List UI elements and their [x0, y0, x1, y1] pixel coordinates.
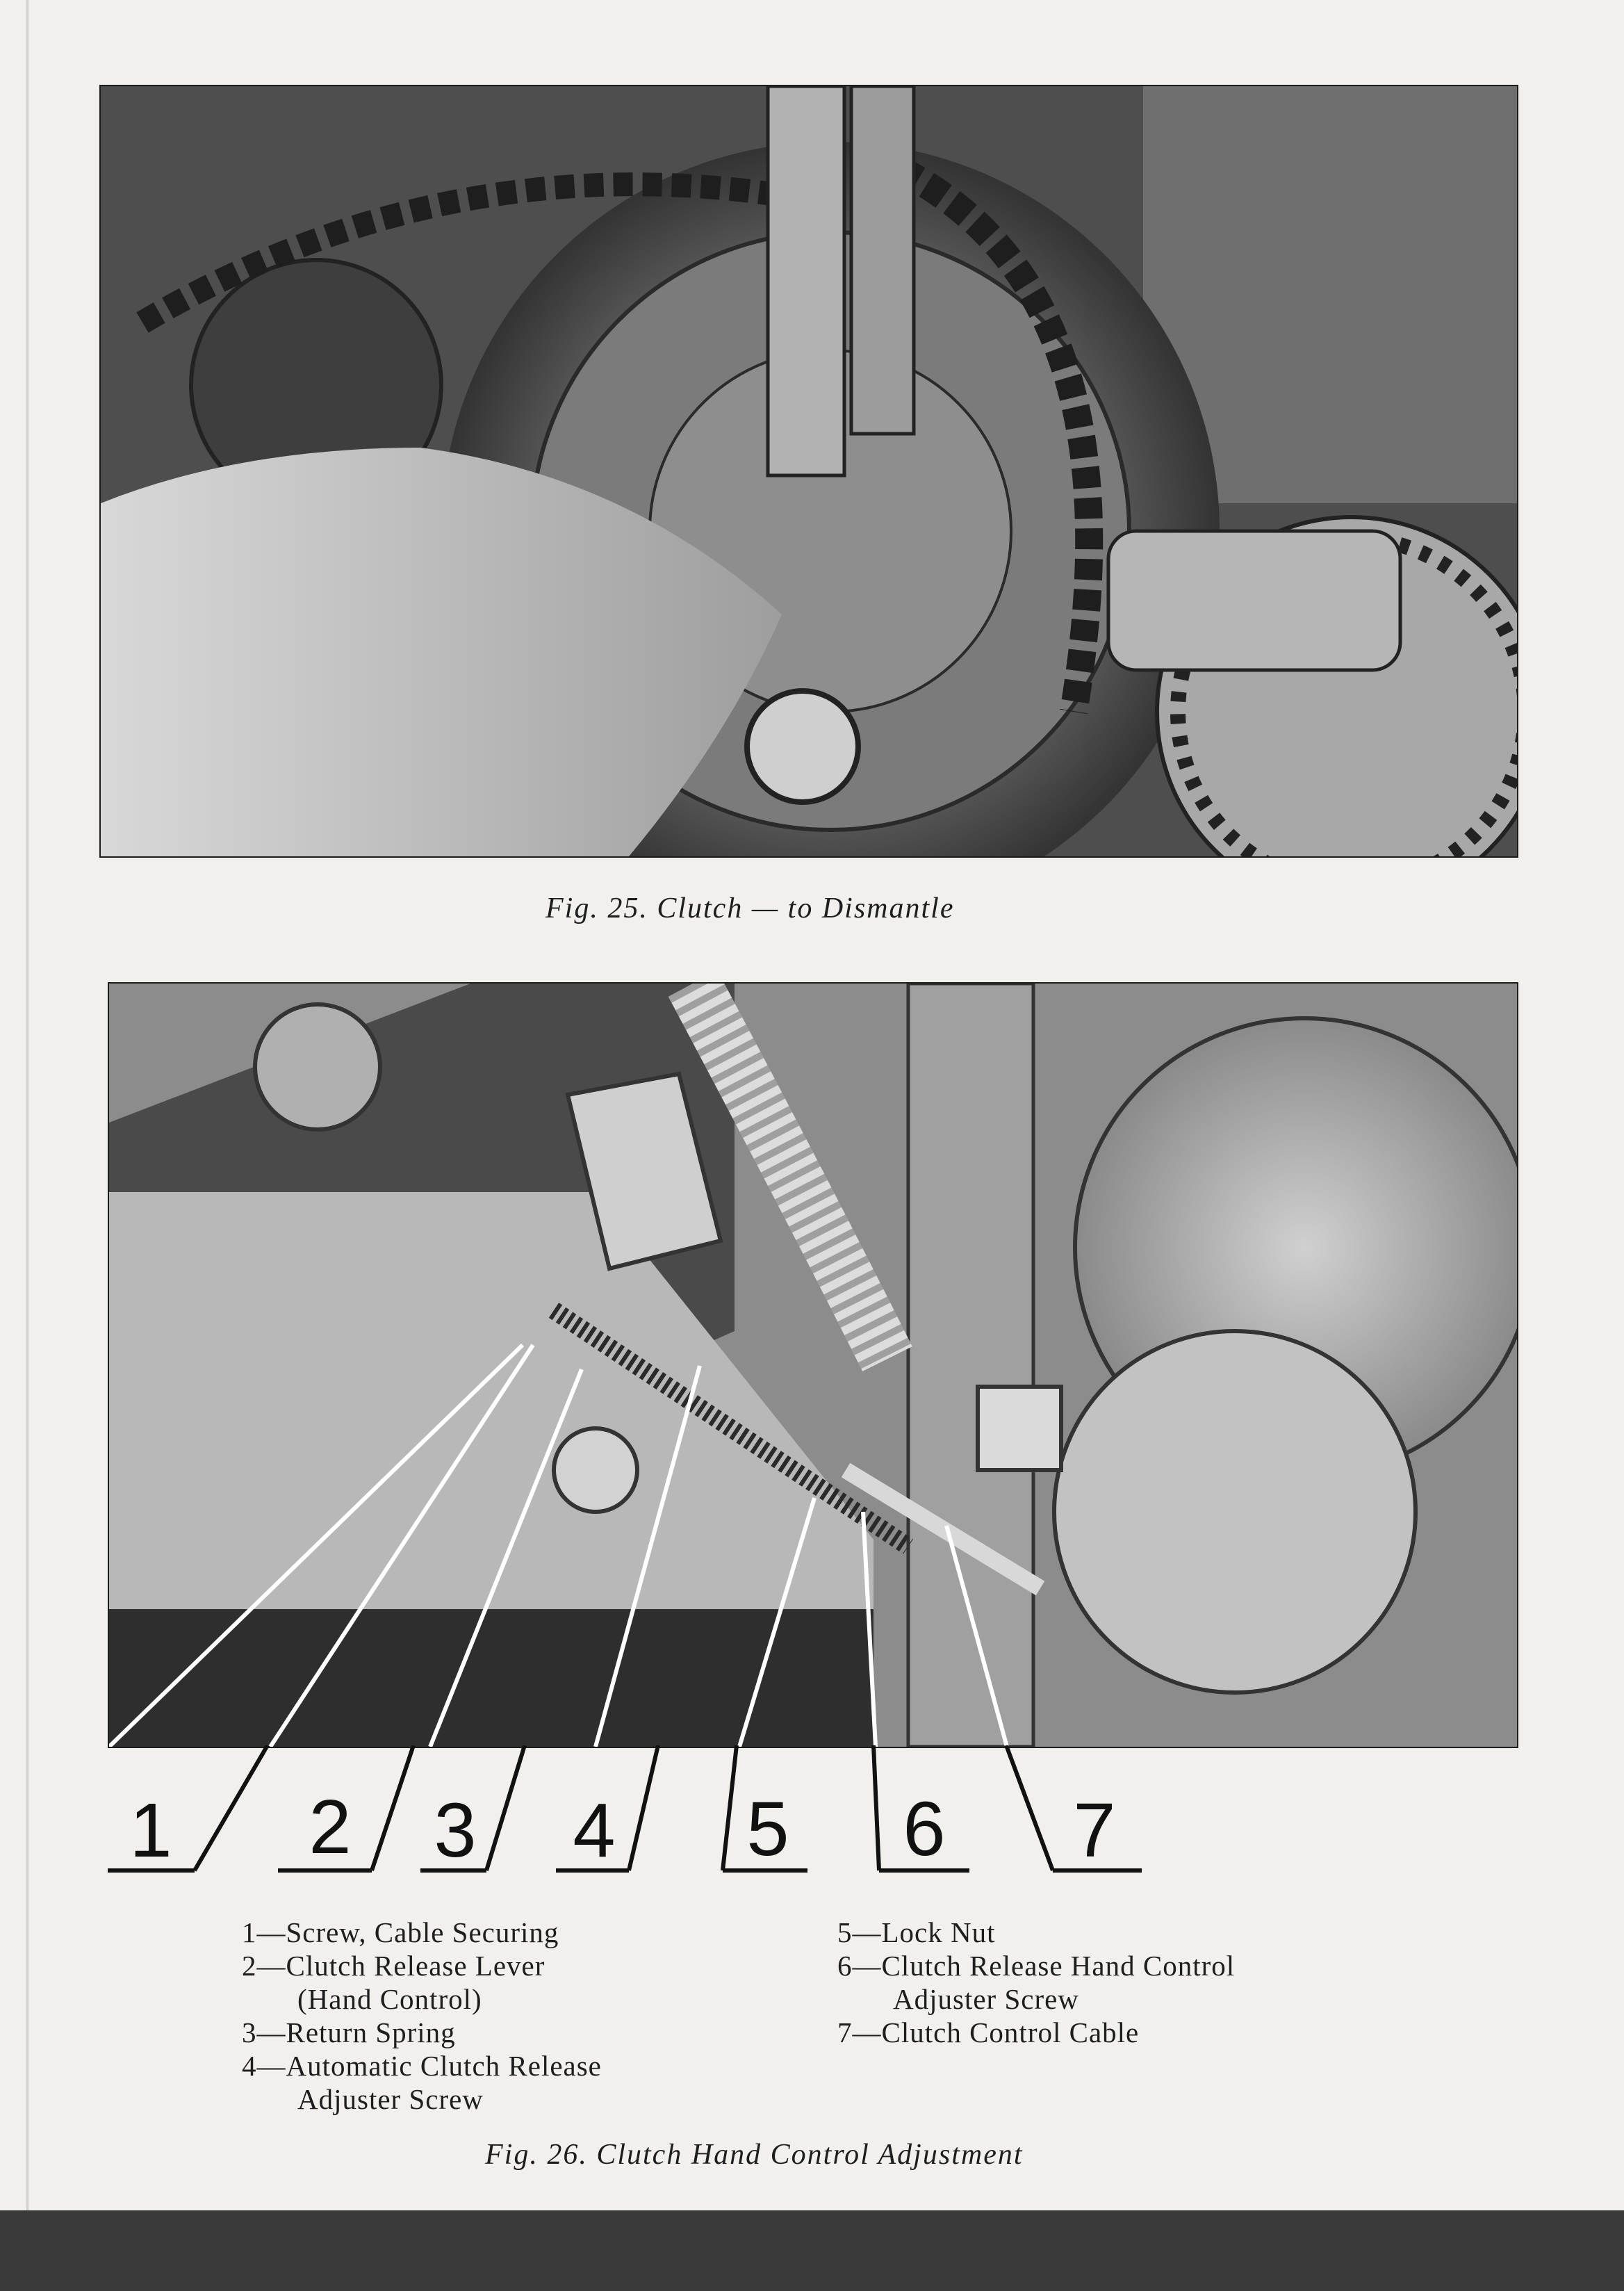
legend-item-4: 4—Automatic Clutch Release: [242, 2050, 602, 2082]
legend-item-6: 6—Clutch Release Hand Control: [837, 1950, 1236, 1982]
callout-4: 4: [573, 1788, 616, 1873]
callout-3: 3: [434, 1788, 477, 1873]
callout-6: 6: [903, 1786, 946, 1872]
legend-item-3: 3—Return Spring: [242, 2016, 456, 2048]
fig26-caption-text: Clutch Hand Control Adjustment: [596, 2139, 1024, 2171]
fig26-photo: [108, 982, 1518, 1748]
fig26-number: Fig. 26.: [485, 2139, 588, 2171]
callout-2: 2: [309, 1784, 352, 1870]
callout-1: 1: [129, 1788, 172, 1873]
page-gutter: [26, 0, 29, 2210]
fig26-caption: [485, 2138, 1024, 2171]
fig25-caption-text: Clutch — to Dismantle: [657, 892, 955, 924]
fig25-number: Fig. 25.: [546, 892, 648, 924]
fig25-photo: [99, 85, 1518, 858]
fig26-callouts: [108, 1745, 1516, 1884]
legend-item-1: 1—Screw, Cable Securing: [242, 1916, 559, 1948]
callout-5: 5: [746, 1786, 789, 1872]
legend-item-2: 2—Clutch Release Lever: [242, 1950, 546, 1982]
fig26-legend-right: [837, 1916, 1463, 2049]
legend-item-2-cont: (Hand Control): [297, 1983, 482, 2015]
legend-item-4-cont: Adjuster Screw: [297, 2083, 484, 2115]
legend-item-7: 7—Clutch Control Cable: [837, 2016, 1140, 2048]
fig26-legend-left: [242, 1916, 798, 2116]
legend-item-5: 5—Lock Nut: [837, 1916, 996, 1948]
fig25-caption: [546, 892, 955, 925]
callout-7: 7: [1073, 1788, 1116, 1873]
legend-item-6-cont: Adjuster Screw: [893, 1983, 1079, 2015]
